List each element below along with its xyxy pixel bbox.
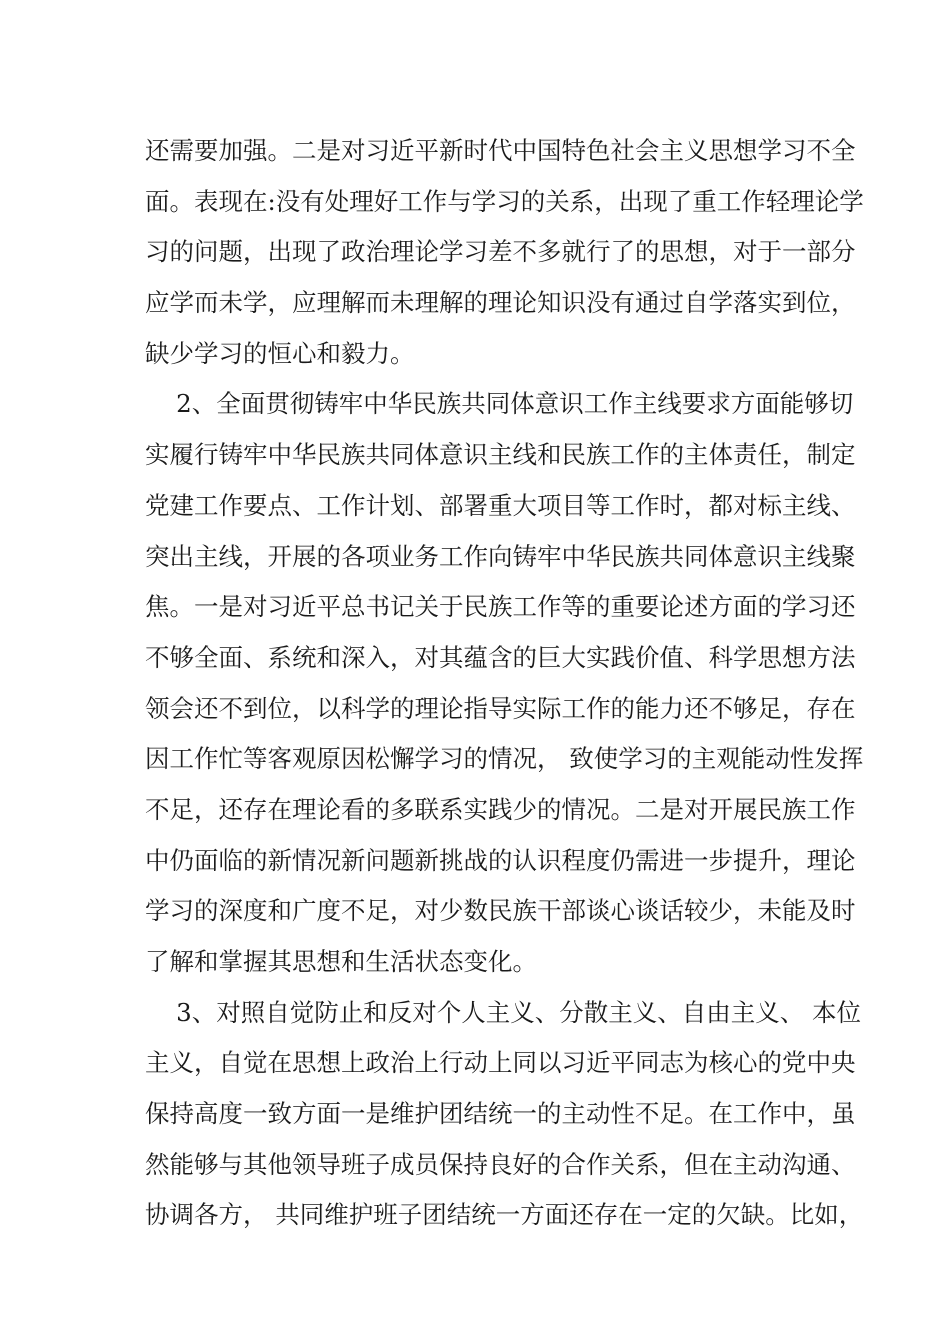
body-text bbox=[145, 126, 864, 1241]
text-line: 缺少学习的恒心和毅力。 bbox=[145, 338, 415, 368]
text-line: 保持高度一致方面一是维护团结统一的主动性不足。在工作中，虽 bbox=[145, 1099, 856, 1129]
text-line: 实履行铸牢中华民族共同体意识主线和民族工作的主体责任，制定 bbox=[145, 440, 856, 470]
text-line: 中仍面临的新情况新问题新挑战的认识程度仍需进一步提升，理论 bbox=[145, 845, 856, 875]
text-line: 突出主线，开展的各项业务工作向铸牢中华民族共同体意识主线聚 bbox=[145, 541, 856, 571]
text-line: 不足，还存在理论看的多联系实践少的情况。二是对开展民族工作 bbox=[145, 794, 856, 824]
text-line: 然能够与其他领导班子成员保持良好的合作关系，但在主动沟通、 bbox=[145, 1149, 856, 1179]
text-line: 因工作忙等客观原因松懈学习的情况， 致使学习的主观能动性发挥 bbox=[145, 744, 864, 774]
text-line: 焦。一是对习近平总书记关于民族工作等的重要论述方面的学习还 bbox=[145, 592, 856, 622]
text-line: 面。表现在:没有处理好工作与学习的关系，出现了重工作轻理论学 bbox=[145, 186, 864, 216]
text-line: 还需要加强。二是对习近平新时代中国特色社会主义思想学习不全 bbox=[145, 136, 856, 165]
text-line: 习的问题，出现了政治理论学习差不多就行了的思想，对于一部分 bbox=[145, 237, 856, 267]
text-line: 了解和掌握其思想和生活状态变化。 bbox=[145, 947, 537, 976]
text-line: 不够全面、系统和深入，对其蕴含的巨大实践价值、科学思想方法 bbox=[145, 642, 856, 672]
text-line: 3、对照自觉防止和反对个人主义、分散主义、自由主义、 本位 bbox=[145, 997, 862, 1027]
text-line: 2、全面贯彻铸牢中华民族共同体意识工作主线要求方面能够切 bbox=[145, 389, 854, 419]
text-line: 协调各方， 共同维护班子团结统一方面还存在一定的欠缺。比如， bbox=[145, 1200, 864, 1230]
text-line: 学习的深度和广度不足，对少数民族干部谈心谈话较少，未能及时 bbox=[145, 896, 856, 926]
text-line: 应学而未学，应理解而未理解的理论知识没有通过自学落实到位， bbox=[145, 288, 856, 318]
text-line: 主义，自觉在思想上政治上行动上同以习近平同志为核心的党中央 bbox=[145, 1048, 856, 1078]
text-line: 党建工作要点、工作计划、部署重大项目等工作时，都对标主线、 bbox=[145, 490, 856, 520]
text-line: 领会还不到位，以科学的理论指导实际工作的能力还不够足，存在 bbox=[145, 693, 856, 723]
